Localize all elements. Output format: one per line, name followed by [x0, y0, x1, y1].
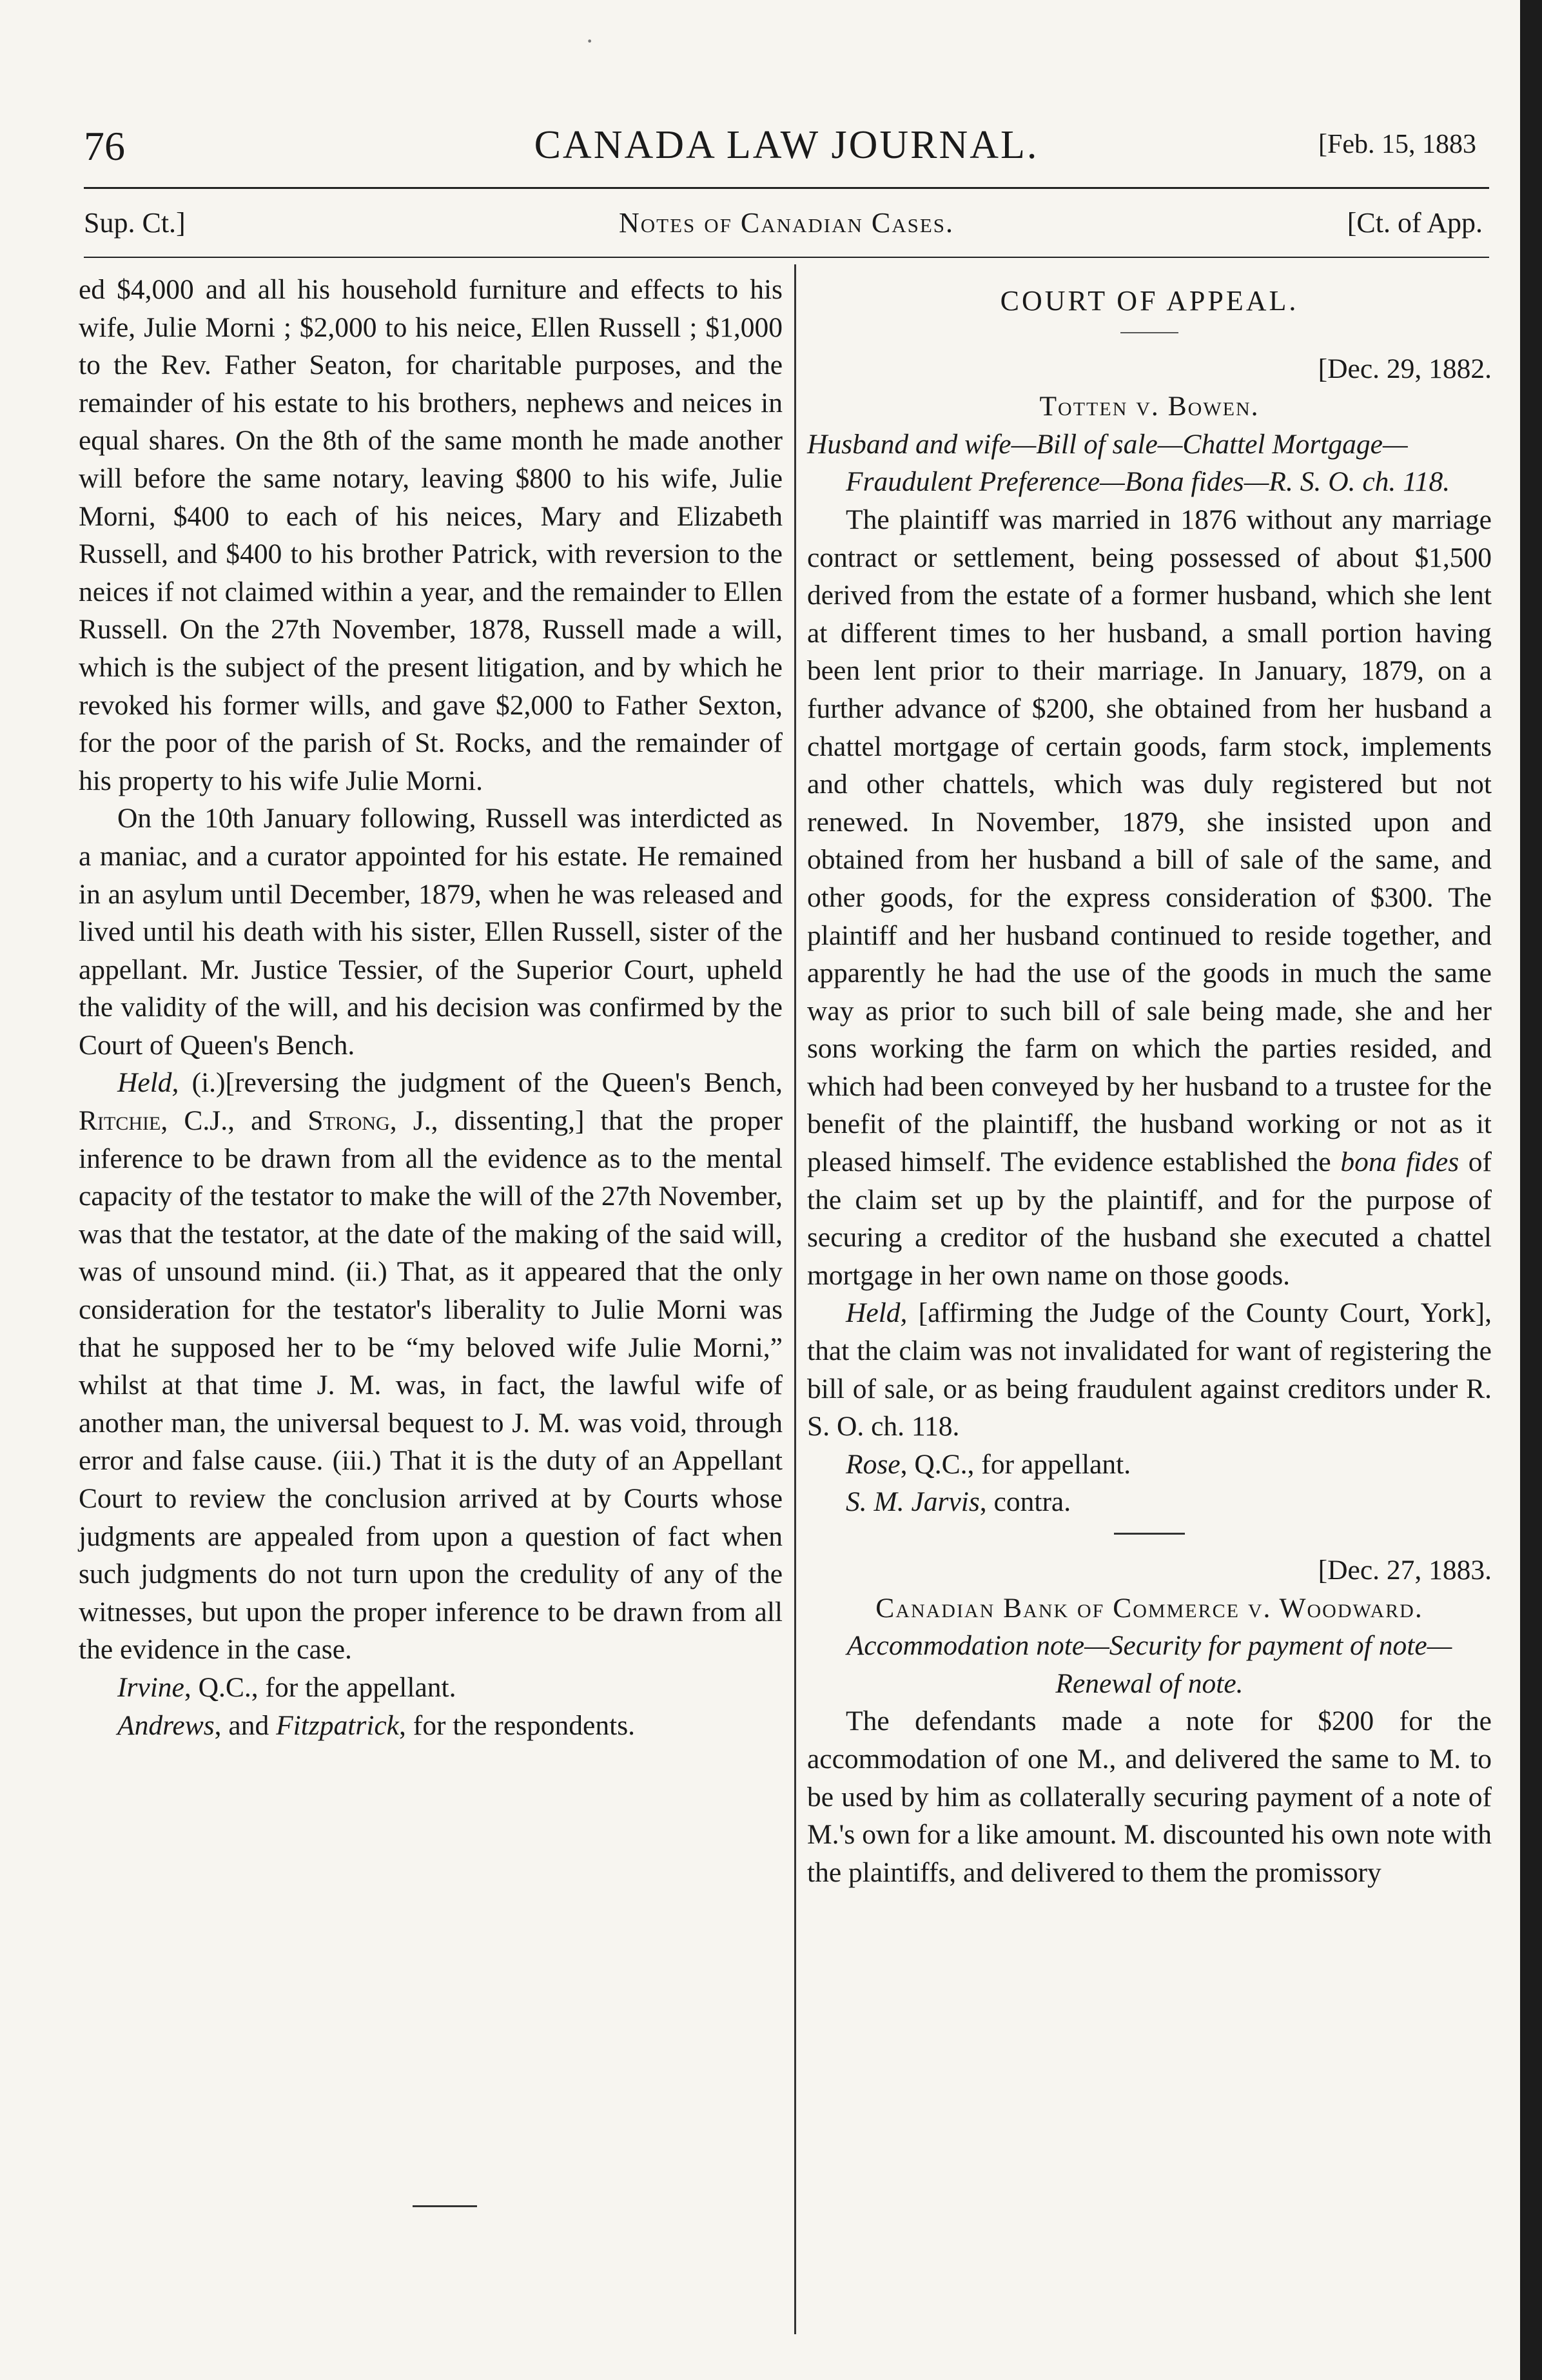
page-number: 76: [84, 123, 125, 169]
heading-rule: [1120, 332, 1178, 333]
issue-date: [Feb. 15, 1883: [1318, 130, 1476, 159]
section-title: Notes of Canadian Cases.: [618, 207, 955, 239]
case-body: The defendants made a note for $200 for the accommodation of one M., and delivered the same to M. to be used by him as collaterally securing payment of a note of M.'s own for a like amount. M. discounted his own note with the plaintiffs, and delivered to them the promissory: [807, 1706, 1492, 1888]
paragraph-held: Held, (i.)[reversing the judgment of the Queen's Bench, Ritchie, C.J., and Strong, J., dissenting,] that the proper inference to be drawn from all the evidence as to the mental capacity of the testator to make the will of the 27th November, was that the testator, at the date of the making of the said will, was of unsound mind. (ii.) That, as it appeared that the only consideration for the testator's liberality to Julie Morni was that he supposed her to be “my beloved wife Julie Morni,” whilst at that time J. M. was, in fact, the lawful wife of another man, the universal bequest to J. M. was void, through error and false cause. (iii.) That it is the duty of an Appellant Court to review the conclusion arrived at by Courts whose judgments are appealed from upon a question of fact when such judgments do not turn upon the credulity of any of the witnesses, but upon the proper inference to be drawn from all the evidence in the case.: [79, 1067, 783, 1666]
court-heading: COURT OF APPEAL.: [1000, 285, 1299, 317]
column-divider: [794, 264, 796, 2334]
judge-name: Ritchie: [79, 1105, 161, 1137]
header-rule: [84, 187, 1489, 189]
running-header: [84, 116, 1489, 174]
paragraph-interdiction: On the 10th January following, Russell was interdicted as a maniac, and a curator appointed for his estate. He remained in an asylum until December, 1879, when he was released and lived until his death with his sister, Ellen Russell, sister of the appellant. Mr. Justice Tessier, of the Superior Court, upheld the validity of the will, and his decision was confirmed by the Court of Queen's Bench.: [79, 803, 783, 1061]
counsel-line: Irvine, Q.C., for the appellant.: [117, 1671, 456, 1703]
section-end-rule: [413, 2205, 477, 2207]
case-title: Totten v. Bowen.: [1039, 391, 1260, 422]
case-date: [Dec. 27, 1883.: [1318, 1555, 1492, 1586]
case-headnote: Accommodation note—Security for payment of note—Renewal of note.: [846, 1630, 1452, 1699]
counsel-line: S. M. Jarvis, contra.: [846, 1486, 1071, 1518]
subheader-rule: [84, 257, 1489, 258]
left-column: [79, 271, 783, 1744]
counsel-line: Rose, Q.C., for appellant.: [846, 1448, 1131, 1480]
section-header: [84, 206, 1489, 251]
paragraph-will-continued: ed $4,000 and all his household furniture and effects to his wife, Julie Morni ; $2,000 to his neice, Ellen Russell ; $1,000 to the Rev. Father Seaton, for charitable purposes, and the remainder of his estate to his brothers, nephews and neices in equal shares. On the 8th of the same month he made another will before the same notary, leaving $800 to his wife, Julie Morni, $400 to each of his neices, Mary and Elizabeth Russell, and $400 to his brother Patrick, with reversion to the neices if not claimed within a year, and the remainder to Ellen Russell. On the 27th November, 1878, Russell made a will, which is the subject of the present litigation, and by which he revoked his former wills, and gave $2,000 to Father Sexton, for the poor of the parish of St. Rocks, and the remainder of his property to his wife Julie Morni.: [79, 274, 783, 796]
judge-name: Strong: [307, 1105, 390, 1137]
court-tag-left: Sup. Ct.]: [84, 207, 186, 239]
counsel-line: Andrews, and Fitzpatrick, for the respondents.: [117, 1709, 636, 1741]
held-label: Held,: [117, 1067, 179, 1099]
case-headnote: Husband and wife—Bill of sale—Chattel Mortgage—Fraudulent Preference—Bona fides—R. S. O. ch. 118.: [807, 428, 1450, 498]
case-held: Held, [affirming the Judge of the County Court, York], that the claim was not invalidated for want of registering the bill of sale, or as being fraudulent against creditors under R. S. O. ch. 118.: [807, 1297, 1492, 1442]
case-date: [Dec. 29, 1882.: [1318, 353, 1492, 384]
court-tag-right: [Ct. of App.: [1347, 207, 1483, 239]
case-separator-rule: [1114, 1533, 1185, 1535]
page-edge-shadow: [1520, 0, 1542, 2380]
case-title: Canadian Bank of Commerce v. Woodward.: [875, 1592, 1423, 1624]
margin-mark: ·: [585, 26, 594, 55]
case-body: The plaintiff was married in 1876 without any marriage contract or settlement, being possessed of about $1,500 derived from the estate of a former husband, which she lent at different times to her husband, a small portion having been lent prior to their marriage. In January, 1879, on a further advance of $200, she obtained from her husband a chattel mortgage of certain goods, farm stock, implements and other chattels, which was duly registered but not renewed. In November, 1879, she insisted upon and obtained from her husband a bill of sale of the same, and other goods, for the express consideration of $300. The plaintiff and her husband continued to reside together, and apparently he had the use of the goods in much the same way as prior to such bill of sale being made, she and her sons working the farm on which the parties resided, and which had been conveyed by her husband to a trustee for the benefit of the plaintiff, the husband working or not as it pleased himself. The evidence established the bona fides of the claim set up by the plaintiff, and for the purpose of securing a creditor of the husband she executed a chattel mortgage in her own name on those goods.: [807, 504, 1492, 1291]
journal-title: CANADA LAW JOURNAL.: [534, 123, 1039, 167]
right-column: [807, 271, 1492, 1891]
